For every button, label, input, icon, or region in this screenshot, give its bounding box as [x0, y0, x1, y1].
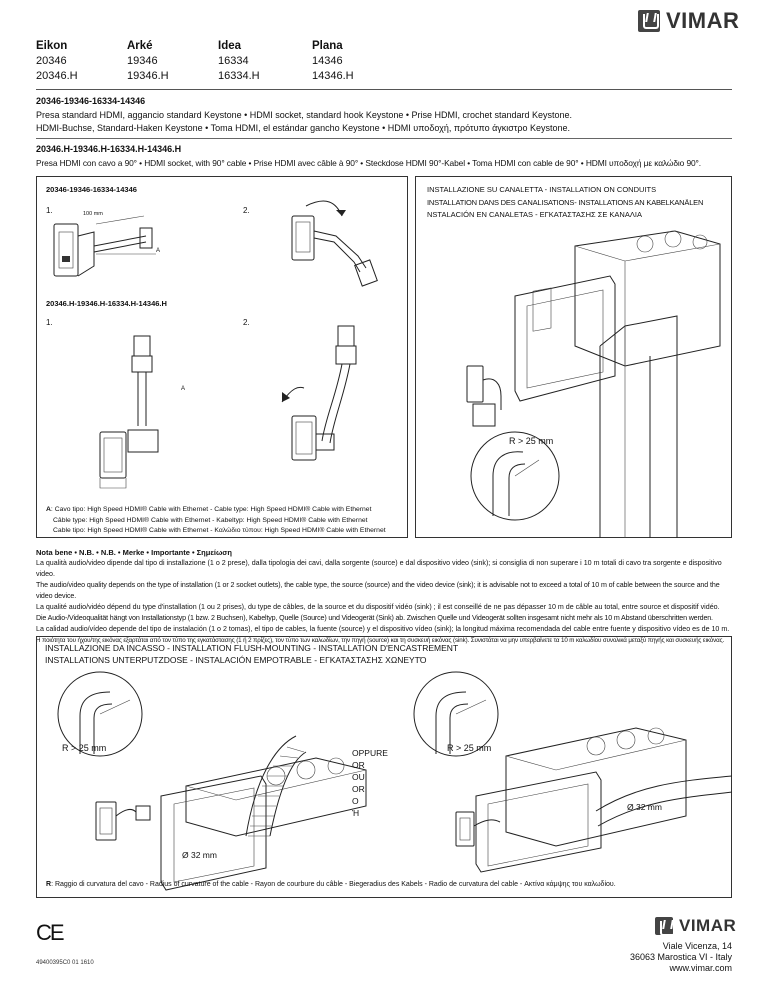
bend-radius-label: R > 25 mm [509, 436, 554, 446]
hdmi-90-cable-illustration [282, 326, 356, 460]
address-line: 36063 Marostica VI - Italy [629, 952, 732, 962]
divider [36, 89, 732, 90]
hdmi-socket-illustration [54, 216, 156, 276]
brand-name: VIMAR [679, 916, 737, 935]
or-word: OPPURE [352, 748, 388, 758]
product-name: Plana [312, 40, 343, 52]
description-line: Presa standard HDMI, aggancio standard Keystone • HDMI socket, standard hook Keystone • Prise HDMI, crochet standard Keystone. [36, 110, 573, 120]
conduit-illustration [415, 176, 732, 538]
notes-title: Nota bene • N.B. • N.B. • Merke • Importante • Σημείωση [36, 548, 233, 557]
hdmi-socket-cable-illustration [292, 201, 377, 286]
divider [36, 138, 732, 139]
product-name: Idea [218, 40, 242, 52]
step-number: 2. [243, 206, 250, 215]
product-name: Eikon [36, 40, 68, 52]
flush-title-line: INSTALLATIONS UNTERPUTZDOSE - INSTALACIÓN EMPOTRABLE - ΕΓΚΑΤΑΣΤΑΣΗΣ ΧΩΝΕΥΤΌ [45, 655, 427, 665]
description-line: Presa HDMI con cavo a 90° • HDMI socket, with 90° cable • Prise HDMI avec câble à 90° • Steckdose HDMI 90°-Kabel • Toma HDMI con cable de 90° • HDMI υποδοχή με καλώδιο 90°. [36, 158, 702, 168]
important-notes [36, 547, 736, 646]
address-line: Viale Vicenza, 14 [662, 941, 732, 951]
notes-line: La qualità audio/video dipende dal tipo di installazione (1 o 2 prese), dalla tipologia dei cavi, dalla sorgente (source) e dal dispositivo video (sink); si consiglia di non superare i 10 m totali di cavo tra sorgente e dispositivo video. [36, 559, 722, 578]
or-word: OR [352, 784, 365, 794]
notes-line: The audio/video quality depends on the type of installation (1 or 2 socket outlets), the cable type, the source (source) and the video device (sink); it is advisable not to exceed a total of 10 m of cable between the source and the video device. [36, 581, 720, 600]
brand-logo [638, 8, 739, 34]
note-text: : Cavo tipo: High Speed HDMI® Cable with Ethernet - Cable type: High Speed HDMI® Cable with Ethernet [50, 506, 372, 513]
step-number: 1. [46, 318, 53, 327]
website-link[interactable]: www.vimar.com [669, 963, 732, 973]
cable-type-note [46, 505, 406, 537]
product-code: 14346 [312, 55, 343, 67]
description-90deg [36, 144, 746, 170]
bend-radius-label: R > 25 mm [62, 743, 107, 753]
left-panel-illustrations [36, 176, 408, 506]
product-idea [218, 39, 260, 84]
description-title: 20346.H-19346.H-16334.H-14346.H [36, 144, 182, 154]
bend-radius-label: R > 25 mm [447, 743, 492, 753]
product-code: 14346.H [312, 70, 354, 82]
or-word: O [352, 796, 359, 806]
note-text: Câble type: High Speed HDMI® Cable with Ethernet - Kabeltyp: High Speed HDMI® Cable with Ethernet [53, 516, 368, 524]
step-number: 1. [46, 206, 53, 215]
brand-logo-footer [655, 916, 736, 936]
conduit-title-line: INSTALLAZIONE SU CANALETTA - INSTALLATION ON CONDUITS [427, 185, 657, 194]
vimar-logo-icon [638, 10, 660, 32]
cable-label: A [156, 248, 161, 254]
alternative-label [352, 747, 388, 819]
product-plana [312, 39, 354, 84]
description-title: 20346-19346-16334-14346 [36, 96, 146, 106]
notes-line: Η ποιότητα του ήχου/της εικόνας εξαρτάται από τον τύπο της εγκατάστασης (1 ή 2 πρίζες), τον τύπο των καλωδίων, την πηγή (source) και τη συσκευή εικόνας (sink). Συνιστάται να μην υπερβαίνετε τα 10 m καλωδίου συνολικά μεταξύ πηγής και συσκευής εικόνας. [36, 637, 725, 644]
note-prefix: R [46, 881, 52, 888]
product-code: 19346.H [127, 70, 169, 82]
flush-title-line: INSTALLAZIONE DA INCASSO - INSTALLATION FLUSH-MOUNTING - INSTALLATION D'ENCASTREMENT [45, 643, 459, 653]
note-prefix: A [46, 506, 51, 513]
product-code: 20346 [36, 55, 67, 67]
cable-length-label: 100 mm [83, 211, 103, 217]
note-text: Cable tipo: High Speed HDMI® Cable with Ethernet - Καλώδιο τύπου: High Speed HDMI® Cable with Ethernet [53, 527, 386, 534]
product-code: 19346 [127, 55, 158, 67]
product-name: Arké [127, 40, 153, 52]
description-line: HDMI-Buchse, Standard-Haken Keystone • Toma HDMI, el estándar gancho Keystone • HDMI υποδοχή, πρότυπο άγκιστρο Keystone. [36, 123, 571, 133]
conduit-title-line: NSTALACIÓN EN CANALETAS - ΕΓΚΑΤΑΣΤΑΣΗΣ ΣΕ ΚΑΝΑΛΙΑ [427, 210, 642, 219]
notes-line: La qualité audio/vidéo dépend du type d'installation (1 ou 2 prises), du type de câbles, de la source et du dispositif vidéo (sink) ; il est conseillé de ne pas dépasser 10 m de câble au total, entre source et dispositif vidéo. [36, 603, 720, 611]
note-text: : Raggio di curvatura del cavo - Radius of curvature of the cable - Rayon de courbure du câble - Biegeradius des Kabels - Radio de curvatura del cable - Ακτίνα κάμψης του καλωδίου. [51, 881, 616, 888]
product-arke [127, 39, 169, 84]
company-address [630, 941, 732, 974]
step-number: 2. [243, 318, 250, 327]
product-eikon [36, 39, 78, 84]
vimar-logo-icon [655, 917, 673, 935]
product-code: 16334.H [218, 70, 260, 82]
radius-note [46, 881, 726, 888]
conduit-title-line: INSTALLATION DANS DES CANALISATIONS- INSTALLATIONS AN KABELKANÄLEN [427, 197, 704, 207]
or-word: Ή [352, 808, 360, 818]
cable-label: A [181, 386, 186, 392]
ce-mark: CE [36, 920, 63, 945]
brand-name: VIMAR [666, 8, 740, 33]
diameter-label: Ø 32 mm [627, 802, 662, 812]
notes-line: Die Audio-/Videoqualität hängt von Installationstyp (1 bzw. 2 Buchsen), Kabeltyp, Quelle (Source) und Videogerät (Sink) ab. Zwischen Quelle und Videogerät sollten insgesamt nicht mehr als 10 m Abstand überschritten werden. [36, 614, 713, 622]
product-code: 16334 [218, 55, 249, 67]
or-word: OU [352, 772, 365, 782]
description-standard [36, 96, 736, 135]
product-code: 20346.H [36, 70, 78, 82]
hdmi-90-plug-illustration [100, 336, 158, 488]
document-code: 49400395C0 01 1610 [36, 960, 94, 966]
panel-section-title: 20346-19346-16334-14346 [46, 185, 137, 194]
notes-line: La calidad audio/vídeo depende del tipo de instalación (1 o 2 tomas), el tipo de cables, la fuente (source) y el dispositivo vídeo (sink); la longitud máxima recomendada del cable entre fuente y dispositivo vídeo es de 10 m. [36, 625, 730, 633]
panel-section-title: 20346.H-19346.H-16334.H-14346.H [46, 299, 167, 308]
or-word: OR [352, 760, 365, 770]
diameter-label: Ø 32 mm [182, 850, 217, 860]
